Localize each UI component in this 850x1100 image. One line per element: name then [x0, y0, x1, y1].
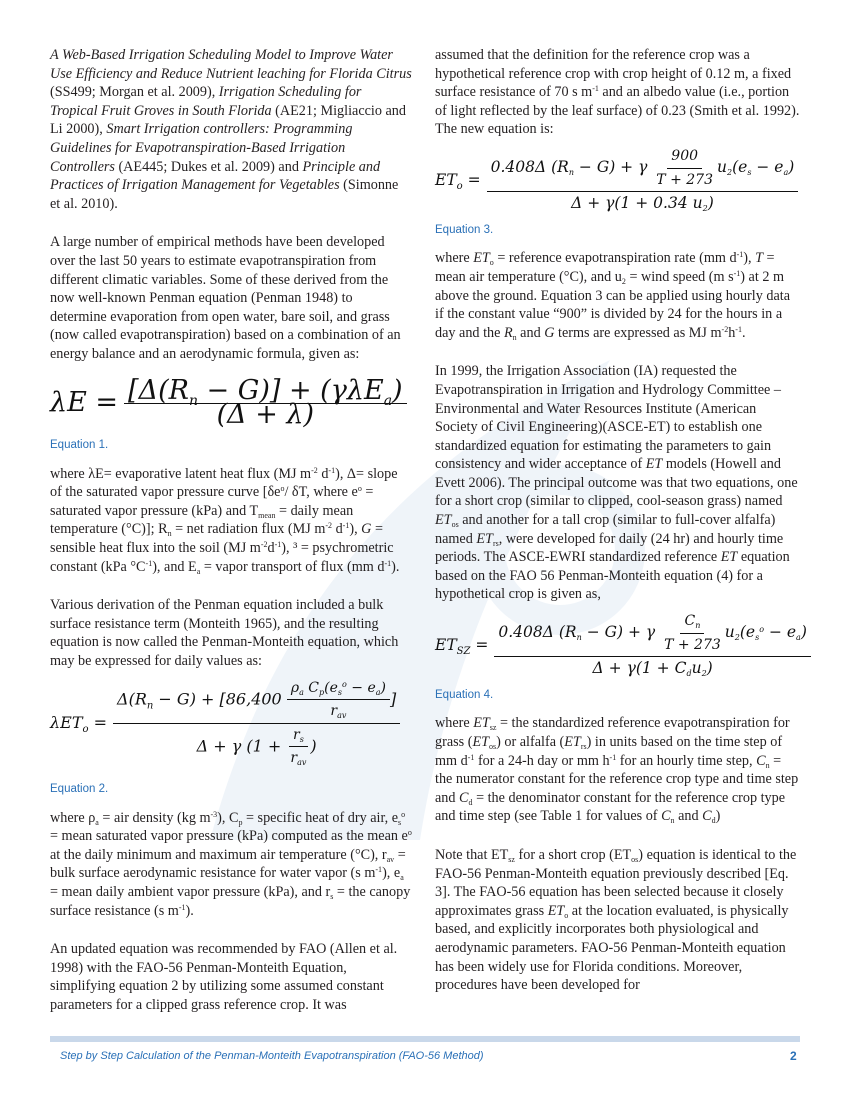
right-column — [435, 46, 807, 1015]
intro-references-paragraph: A Web-Based Irrigation Scheduling Model to Improve Water Use Efficiency and Reduce Nutrient leaching for Florida Citrus (SS499; Morgan et al. 2009), Irrigation Scheduling for Tropical Fruit Groves in South Florida (AE21; Migliaccio and Li 2000), Smart Irrigation controllers: Programming Guidelines for Evapotranspiration-Based Irrigation Controllers (AE445; Dukes et al. 2009) and Principle and Practices of Irrigation Management for Vegetables (Simonne et al. 2010). — [50, 47, 412, 212]
left-column — [50, 46, 412, 1035]
equation-4: $ET_{SZ}$ = 0.408Δ $(R_n - G) + \gamma$ $\frac{C_n}{T + 273}$ $u_2(e_s^o - e_a)$ $\Delta + \gamma(1 + C_du_2)$ — [435, 612, 800, 678]
equation-2-label: Equation 2. — [50, 783, 109, 795]
equation-4-label: Equation 4. — [435, 688, 494, 701]
equation-1-label: Equation 1. — [50, 439, 109, 452]
fao-update-paragraph: An updated equation was recommended by FAO (Allen et al. 1998) with the FAO-56 Penman-Monteith Equation, simplifying equation 2 by utilizing some assumed constant parameters for a clipped grass reference crop. It was — [50, 941, 398, 1013]
penman-monteith-paragraph: Various derivation of the Penman equation included a bulk surface resistance term (Monteith 1965), and the resulting equation is now called the Penman-Monteith equation, which may be expressed for daily values as: — [50, 597, 399, 670]
footer-rule — [50, 1036, 800, 1042]
equation-3: $ET_o$ = 0.408Δ $(R_n - G) + \gamma$ $\frac{900}{T + 273}$ $u_2(e_s - e_a)$ Δ + γ(1 + 0.34 $u_2$) — [435, 147, 800, 213]
footer-title: Step by Step Calculation of the Penman-Monteith Evapotranspiration (FAO-56 Method) — [60, 1050, 484, 1062]
page-number: 2 — [790, 1049, 797, 1063]
equation-1: λE = $\frac{[\Delta(R_n - G)] + (\gamma\lambda E_a)}{(\Delta + \lambda)}$ — [50, 382, 412, 425]
equation-2: λET$_o$ = $\Delta(R_n - G) + [86,400$ $\frac{\rho_a C_p(e_s^o - e_a)}{r_{av}}$ ] Δ + γ (1 + $\frac{r_s}{r_{av}}$ ) — [50, 679, 412, 768]
reference-crop-paragraph: assumed that the definition for the reference crop was a hypothetical reference crop with crop height of 0.12 m, a fixed surface resistance of 70 s $m^{-1}$ and an albedo value (i.e., portion of light reflected by the leaf surface) of 0.23 (Smith et al. 1992). The new equation is: — [435, 47, 800, 138]
equation-3-label: Equation 3. — [435, 223, 494, 236]
empirical-methods-paragraph: A large number of empirical methods have been developed over the last 50 years to estimate evapotranspiration from different climatic variables. Some of these derived from the now well-known Penman equation (Penman 1948) to determine evaporation from open water, bare soil, and grass (now called evapotranspiration) based on a combination of an energy balance and an aerodynamic formula, given as: — [50, 234, 401, 362]
equation-2-definitions: where $\rho_a$ = air density (kg $m^{-3}$), $C_p$ = specific heat of dry air, $e_s^o$ = mean saturated vapor pressure (kPa) computed as the mean $e^o$ at the daily minimum and maximum air temperature (°C), $r_{av}$ = bulk surface aerodynamic resistance for water vapor (s $m^{-1}$), $e_a$ = mean daily ambient vapor pressure (kPa), and $r_s$ = the canopy surface resistance (s $m^{-1}$). — [50, 809, 412, 919]
asce-standardization-paragraph: In 1999, the Irrigation Association (IA) requested the Evapotranspiration in Irrigation and Hydrology Committee – Environmental and Water Resources Institute (American Society of Civil Engineering)(ASCE-ET) to establish one standardized equation for estimating the parameters to gain consistency and wider acceptance of ET models (Howell and Evett 2006). The principal outcome was that two equations, one for a short crop (similar to clipped, cool-season grass) named $ET_{os}$ and another for a tall crop (similar to full-cover alfalfa) named $ET_{rs}$, were developed for daily (24 hr) and hourly time periods. The ASCE-EWRI standardized reference ET equation based on the FAO 56 Penman-Monteith equation (4) for a hypothetical crop is given as, — [435, 363, 798, 603]
equation-3-definitions: where $ET_o$ = reference evapotranspiration rate (mm $d^{-1}$), T = mean air temperature (°C), and $u_2$ = wind speed (m $s^{-1}$) at 2 m above the ground. Equation 3 can be applied using hourly data if the constant value “900” is divided by 24 for the hours in a day and the $R_n$ and G terms are expressed as MJ $m^{-2}h^{-1}$. — [435, 250, 790, 342]
fao56-note-paragraph: Note that $ET_{sz}$ for a short crop $(ET_{os})$ equation is identical to the FAO-56 Penman-Monteith equation previously described [Eq. 3]. The FAO-56 equation has been selected because it closely approximates grass $ET_o$ at the location evaluated, is physically based, and explicitly incorporates both physiological and aerodynamic parameters. FAO-56 Penman-Monteith equation has been widely use for Florida conditions. Moreover, procedures have been developed for — [435, 846, 797, 994]
equation-1-definitions: where λE= evaporative latent heat flux (MJ $m^{-2}$ $d^{-1}$), Δ= slope of the saturated vapor pressure curve [$\delta e^o/$ δT, where $e^o$ = saturated vapor pressure (kPa) and $T_{mean}$ = daily mean temperature (°C)]; $R_n$ = net radiation flux (MJ $m^{-2}$ $d^{-1}$), G = sensible heat flux into the soil (MJ $m^{-2}d^{-1}$), ³ = psychrometric constant (kPa $^\circ C^{-1}$), and $E_a$ = vapor transport of flux (mm $d^{-1}$). — [50, 465, 400, 576]
equation-4-definitions: where $ET_{sz}$ = the standardized reference evapotranspiration for grass $(ET_{os})$ or alfalfa $(ET_{rs})$ in units based on the time step of mm $d^{-1}$ for a 24-h day or mm $h^{-1}$ for an hourly time step, $C_n$ = the numerator constant for the reference crop type and time step and $C_d$ = the denominator constant for the reference crop type and time step (see Table 1 for values of $C_n$ and $C_d$) — [435, 715, 799, 826]
